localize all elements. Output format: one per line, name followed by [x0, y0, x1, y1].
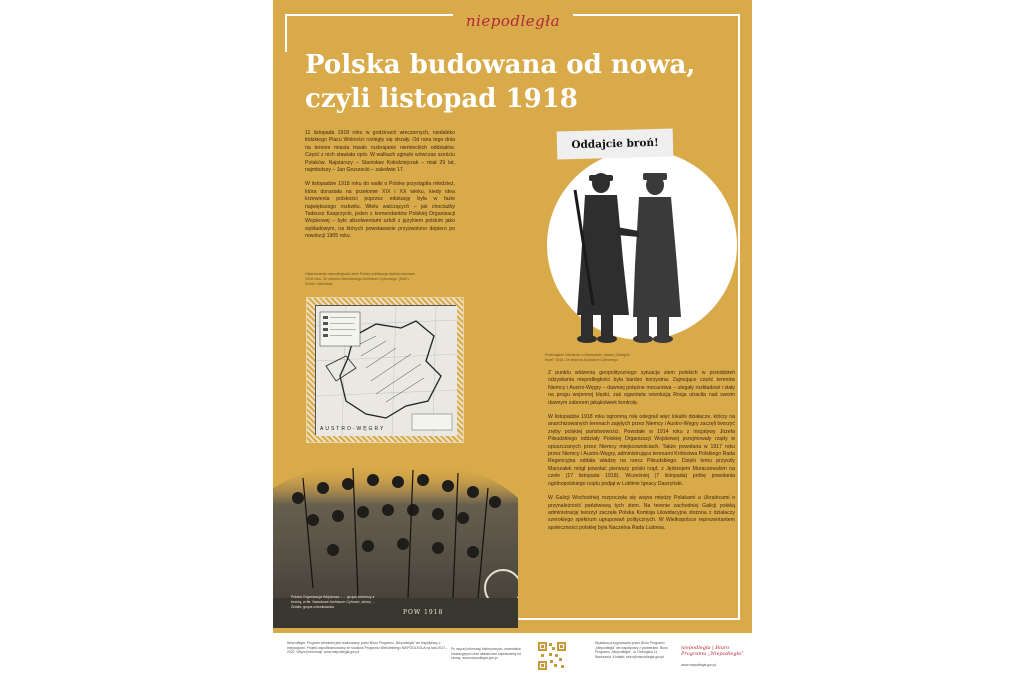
footer-column-2: Po więcej informacji historycznych, materiałów edukacyjnych oraz aktualności zapraszamy na stronę: www.niepodlegla.gov.pl — [451, 647, 521, 661]
poster — [273, 0, 752, 633]
paragraph: Z punktu widzenia geopolitycznego sytuacja ziem polskich w przeddzień odzyskania niepodległości była bardzo korzystna. Zajmujące część terenów Niemcy i Austro-Węgry – dawniej potężne mocarstwa – ulegały rozkładowi i stały na progu wojennej klęski, zaś ogarnięta rewolucją Rosja utraciła nad swoim dawnym zaborem jakąkolwiek kontrolę. — [548, 370, 735, 406]
frame-line-right — [738, 14, 740, 619]
qr-code-icon[interactable] — [537, 641, 567, 671]
paragraph: W listopadzie 1918 roku do walki o Polskę przystąpiła młodzież, która dorastała na przełomie XIX i XX wieku, kiedy idea krzewienia polskości poprzez edukację była w fazie największego rozkwitu. Wielu walczących – jak chociażby Tadeusz Kasprzycki, jeden z komendantów Polskiej Organizacji Wojskowej – było absolwentami szkół z językiem polskim jako wykładowym, na których powstawanie przyzwolono dopiero po rewolucji 1905 roku. — [305, 181, 455, 240]
footer-brand-logo: niepodległa | Biuro Programu „Niepodległa” — [681, 645, 744, 657]
footer-column-3: Wystawa przygotowana przez Biuro Programu „Niepodległa” we współpracy z partnerami. Biuro Programu „Niepodległa”, ul. Ostrogska 11, Warszawa. Kontakt: biuro@niepodlegla.gov.pl — [595, 641, 668, 659]
paragraph: W Galicji Wschodniej rozpoczęła się wojna między Polakami a Ukraińcami o przynależność państwową tych ziem. Na terenie zachodniej Galicji polską administrację tworzył zaczęła Polska Komisja Likwidacyjna złożona z działaczy szerokiego spektrum ugrupowań politycznych. W Wielkopolsce reprezentantem społeczności polskiej była Naczelna Rada Ludowa. — [548, 495, 735, 531]
photo-caption: Rozbrajanie Niemców w Warszawie, plakat „Oddajcie broń!” 1918. Ze zbiorów Archiwum Cyfrowego — [545, 353, 630, 362]
map-image — [315, 305, 456, 435]
title-line-1: Polska budowana od nowa, — [305, 50, 696, 80]
group-photo-caption: Polska Organizacja Wojskowa – ... grupa żołnierzy z bronią, w tle. Narodowe Archiwum Cyfrowe, zbiory ... Źródło: grupa członkowska — [291, 595, 376, 609]
title-line-2: czyli listopad 1918 — [305, 84, 578, 114]
photo-banner — [557, 128, 674, 159]
footer-url[interactable]: www.niepodlegla.gov.pl — [681, 663, 717, 667]
paragraph: 11 listopada 1918 roku w godzinach wieczornych, niedaleko łódzkiego Placu Wolności rozległy się strzały. Od rana tego dnia na terenie miasta trwało rozbrajanie niemieckich oddziałów. Część z nich stawiała opór. W walkach zginęło wówczas sześciu Polaków. Najstarszy – Stanisław Kołodziejczak – miał 29 lat, najmłodszy – Jan Gruszecki – zaledwie 17. — [305, 130, 455, 174]
map-figure — [306, 297, 464, 443]
banner-text: Oddajcie broń! — [571, 136, 659, 152]
pow-logo: POW 1918 — [403, 609, 444, 616]
left-text-column — [305, 130, 455, 248]
footer-column-1: Niepodległa. Program wieloletni jest realizowany przez Biuro Programu „Niepodległa” we współpracy z instytucjami. Projekt współfinansowany ze środków Programu Wieloletniego NIEPODLEGŁA na lata 2017–2022. Więcej informacji: www.niepodlegla.gov.pl — [287, 641, 448, 655]
map-caption: Ustanowienie niepodległości ziem Polski: publikacja okolicznościowa 1918 roku. Ze zbiorów Narodowego Archiwum Cyfrowego. (NAC). Źródło: biblioteka — [305, 272, 415, 286]
soldiers-photo — [563, 165, 693, 350]
paragraph: W listopadzie 1918 roku ogromną rolę odegrali więc lokalni działacze, którzy na anarchizowanych terenach zajętych przez Niemcy i Austro-Węgry zaczęli tworzyć zręby polskiej państwowości. Powstałe w 1914 roku z inicjatywy Józefa Piłsudskiego oddziały Polskiej Organizacji Wojskowej przejmowały rządy w opuszczanych przez Niemcy miejscowościach. Także powołana w 1917 roku przez Niemcy i Austro-Węgry, administrująca terenami Królestwa Polskiego Rada Regencyjna oddała władzę na rzecz Piłsudskiego. Dzięki temu przyszły Marszałek mógł powołać pierwszy polski rząd, z Jędrzejem Moraczewskim na czele (17 listopada 1918). Wcześniej (7 listopada) próbę powołania ogólnopolskiego rządu podjął w Lublinie Ignacy Daszyński. — [548, 414, 735, 487]
right-text-column — [548, 370, 735, 539]
footer — [273, 633, 752, 685]
brand-logo: niepodległa — [453, 12, 573, 30]
map-label: AUSTRO-WĘGRY — [320, 426, 386, 432]
frame-line-left — [285, 14, 287, 52]
page-title — [305, 48, 735, 116]
